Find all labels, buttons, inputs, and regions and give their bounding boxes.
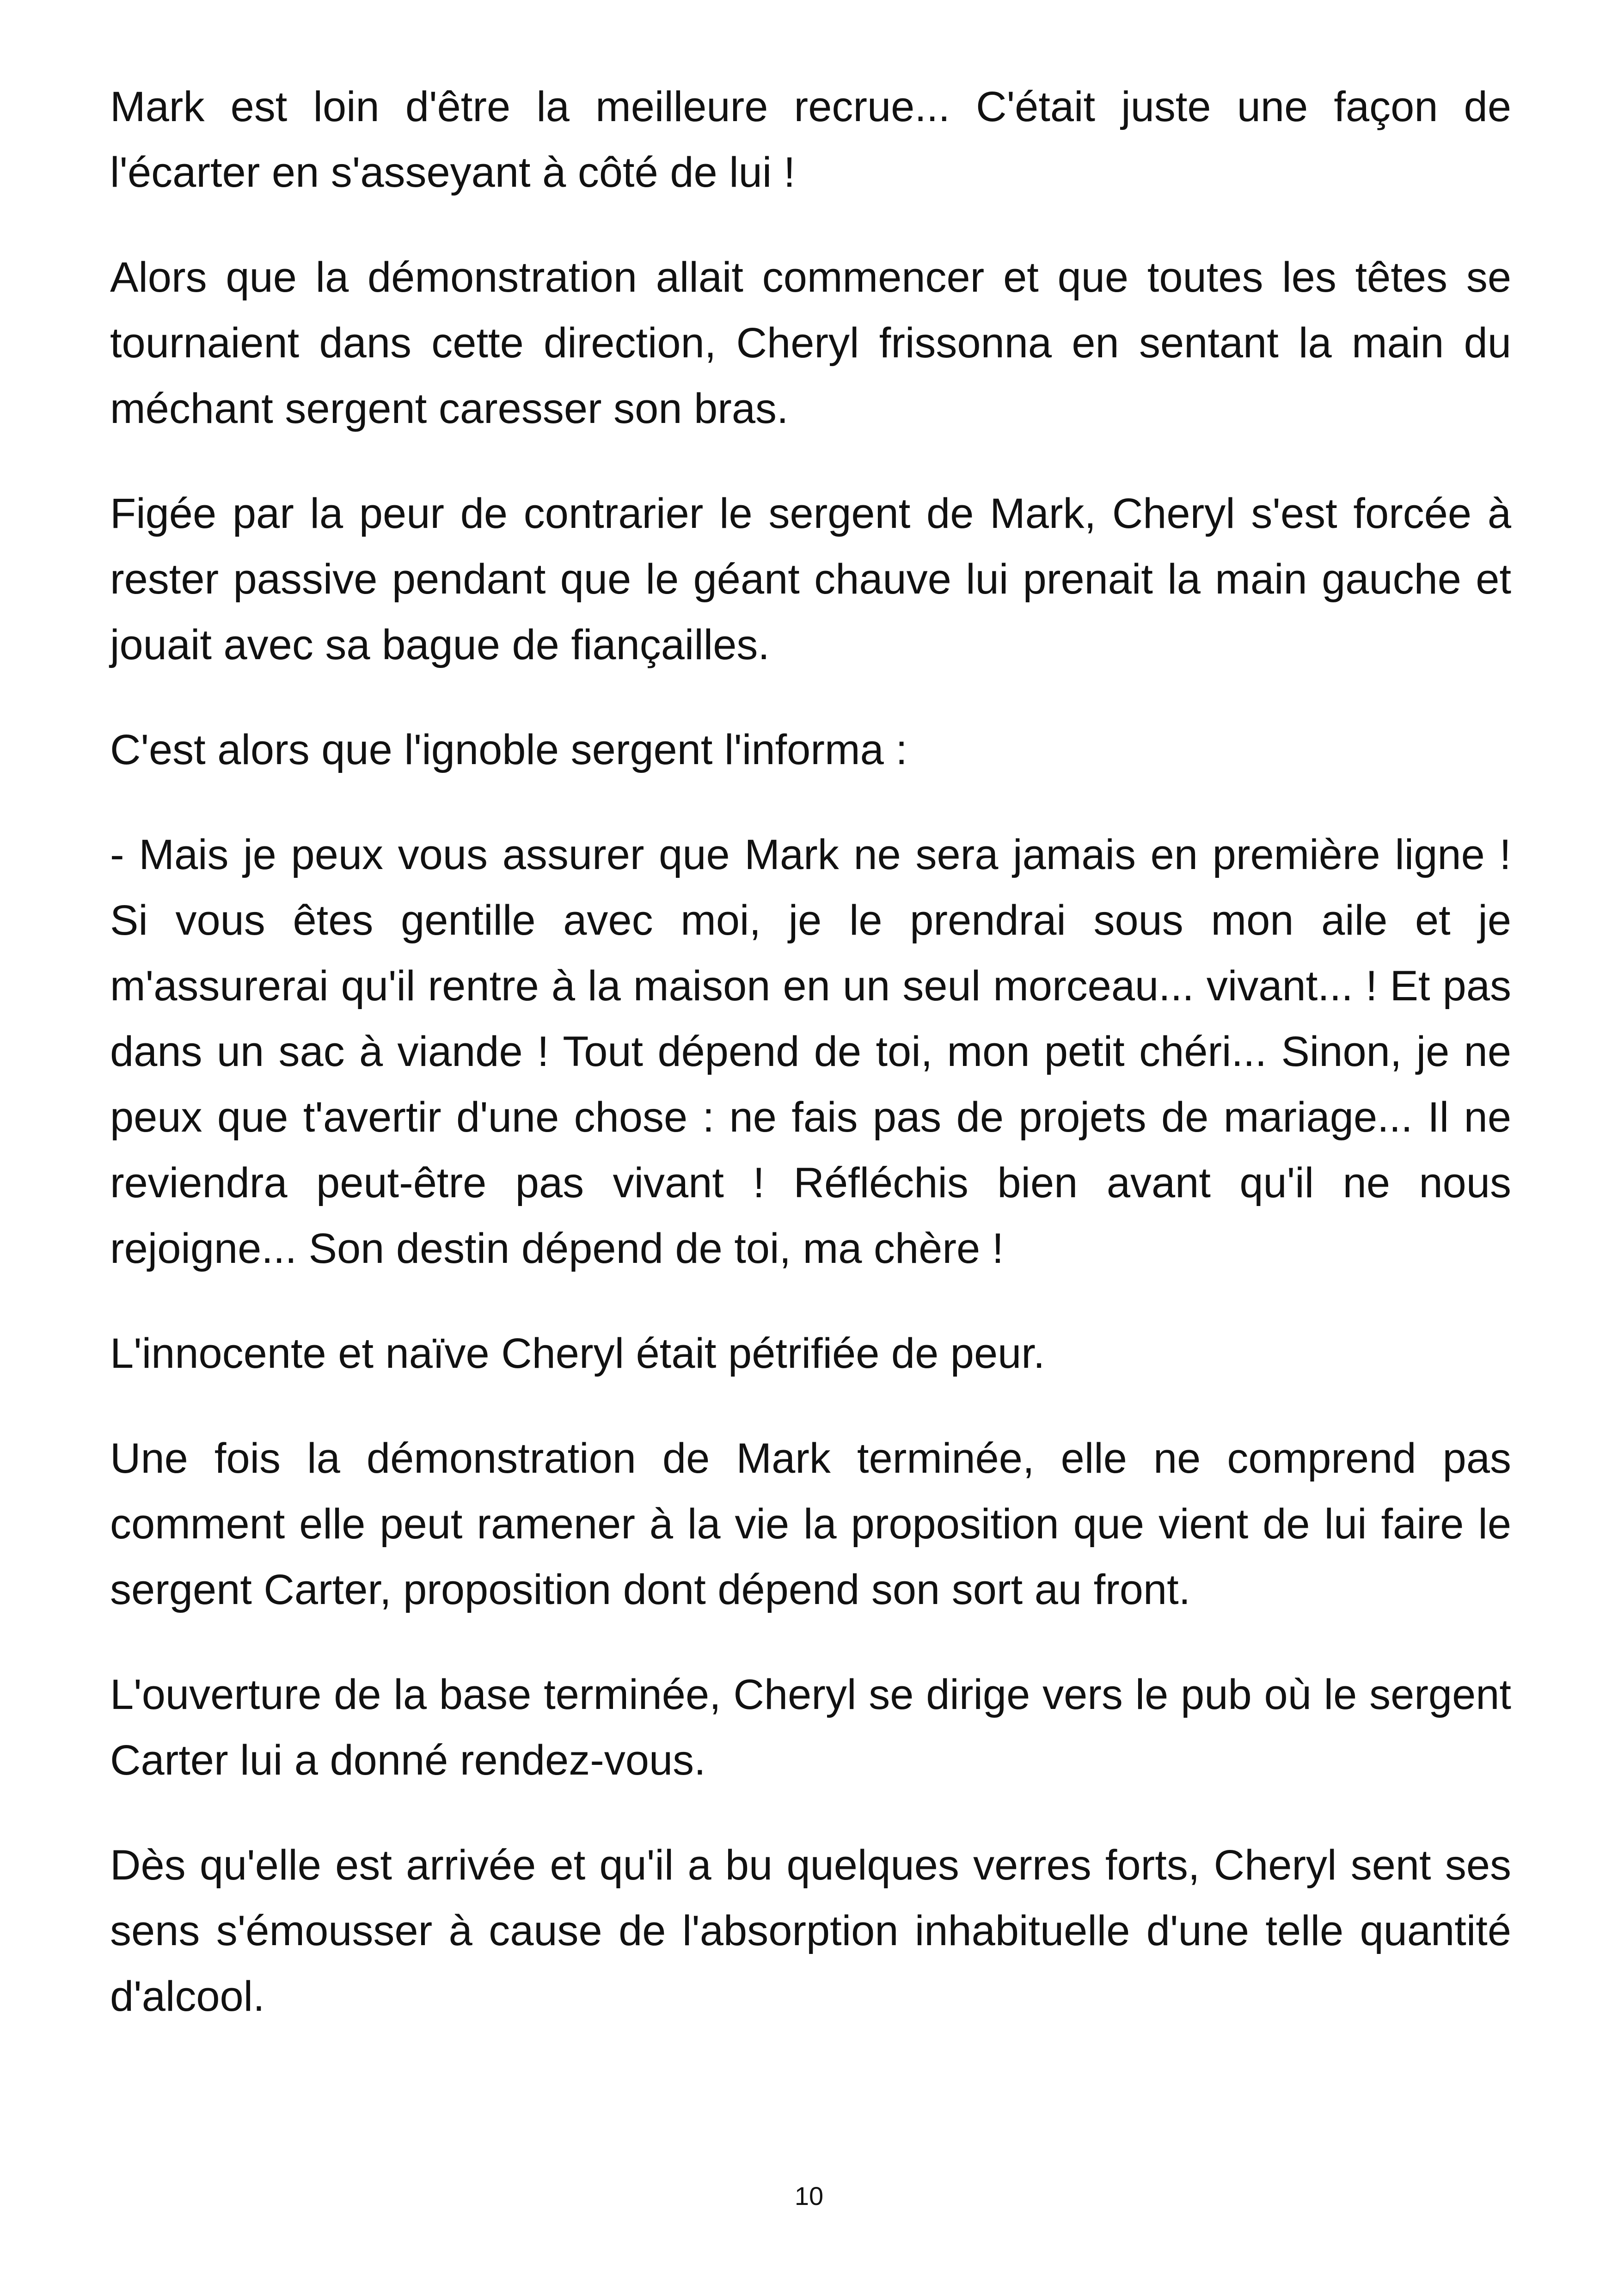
paragraph-3: Figée par la peur de contrarier le sergent de Mark, Cheryl s'est forcée à rester passive pendant que le géant chauve lui prenait la main gauche et jouait avec sa bague de fiançailles.	[110, 490, 1511, 668]
paragraph-4: C'est alors que l'ignoble sergent l'informa :	[110, 726, 907, 773]
paragraph-8: L'ouverture de la base terminée, Cheryl se dirige vers le pub où le sergent Carter lui a donné rendez-vous.	[110, 1671, 1511, 1784]
paragraph-9: Dès qu'elle est arrivée et qu'il a bu quelques verres forts, Cheryl sent ses sens s'émousser à cause de l'absorption inhabituelle d'une telle quantité d'alcool.	[110, 1842, 1511, 2020]
paragraph-6: L'innocente et naïve Cheryl était pétrifiée de peur.	[110, 1330, 1045, 1377]
paragraph-7: Une fois la démonstration de Mark terminée, elle ne comprend pas comment elle peut ramener à la vie la proposition que vient de lui faire le sergent Carter, proposition dont dépend son sort au front.	[110, 1435, 1511, 1613]
paragraph-1: Mark est loin d'être la meilleure recrue... C'était juste une façon de l'écarter en s'asseyant à côté de lui !	[110, 83, 1511, 196]
body-text	[110, 74, 1511, 2069]
page-number: 10	[794, 2181, 824, 2210]
paragraph-2: Alors que la démonstration allait commencer et que toutes les têtes se tournaient dans cette direction, Cheryl frissonna en sentant la main du méchant sergent caresser son bras.	[110, 254, 1511, 432]
paragraph-5-dialogue: - Mais je peux vous assurer que Mark ne sera jamais en première ligne ! Si vous êtes gentille avec moi, je le prendrai sous mon aile et je m'assurerai qu'il rentre à la maison en un seul morceau... vivant... ! Et pas dans un sac à viande ! Tout dépend de toi, mon petit chéri... Sinon, je ne peux que t'avertir d'une chose : ne fais pas de projets de mariage... Il ne reviendra peut-être pas vivant ! Réfléchis bien avant qu'il ne nous rejoigne... Son destin dépend de toi, ma chère !	[110, 831, 1511, 1272]
